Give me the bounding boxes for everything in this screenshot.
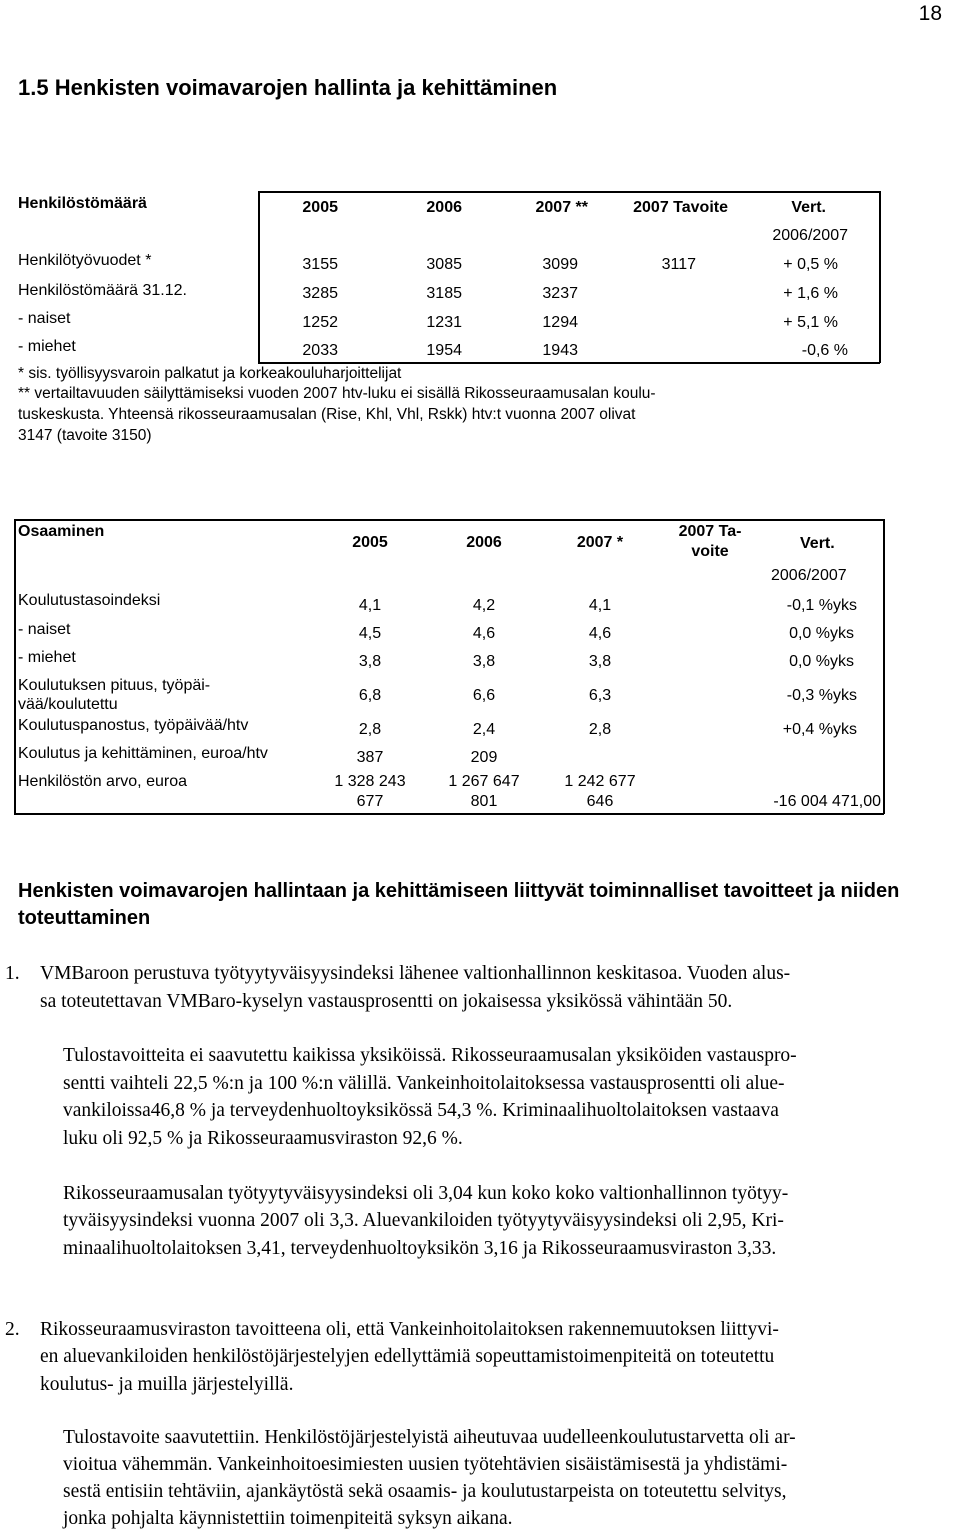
cell-2006: 2,4	[472, 721, 496, 738]
cell-2005-line2: 677	[356, 793, 384, 810]
staff-col-2005: 2005	[302, 199, 338, 216]
page-number: 18	[918, 2, 942, 25]
skills-col-2005: 2005	[352, 534, 388, 551]
cell-vert: +0,4 %yks	[782, 721, 857, 738]
cell-2005: 1252	[302, 314, 338, 331]
cell-2006: 3085	[426, 256, 462, 273]
skills-col-2007: 2007 *	[576, 534, 624, 551]
cell-2006-line1: 1 267 647	[448, 773, 520, 790]
cell-2007: 3237	[542, 285, 578, 302]
staff-table-border-bottom	[258, 362, 880, 364]
cell-2007: 2,8	[588, 721, 612, 738]
cell-target: 3117	[661, 256, 696, 273]
skills-col-vert-sub: 2006/2007	[771, 567, 847, 584]
cell-2006: 3185	[426, 285, 462, 302]
cell-vert: 0,0 %yks	[789, 653, 854, 670]
paragraph-line: Tulostavoitteita ei saavutettu kaikissa yksiköissä. Rikosseuraamusalan yksiköiden vastauspro-	[63, 1045, 797, 1066]
goal-text-line: Rikosseuraamusviraston tavoitteena oli, että Vankeinhoitolaitoksen rakennemuutoksen liittyvi-	[40, 1319, 779, 1340]
row-label: Henkilötyövuodet *	[18, 252, 152, 269]
cell-2005-line1: 1 328 243	[334, 773, 406, 790]
cell-2006: 3,8	[472, 653, 496, 670]
cell-2006: 4,6	[472, 625, 496, 642]
row-label: Koulutuspanostus, työpäivää/htv	[18, 717, 249, 734]
cell-vert: + 1,6 %	[783, 285, 838, 302]
staff-table-border-right	[879, 191, 881, 363]
staff-col-target: 2007 Tavoite	[633, 199, 728, 216]
cell-vert: + 0,5 %	[783, 256, 838, 273]
cell-2006: 1231	[426, 314, 462, 331]
skills-table-title: Osaaminen	[18, 523, 105, 540]
cell-2005: 3155	[302, 256, 338, 273]
skills-table-border-bottom	[14, 813, 884, 815]
cell-2007: 1943	[542, 342, 578, 359]
cell-vert: 0,0 %yks	[789, 625, 854, 642]
paragraph-line: sentti vaihteli 22,5 %:n ja 100 %:n välillä. Vankeinhoitolaitoksessa vastausprosentti oli alue-	[63, 1073, 785, 1094]
skills-col-target-line2: voite	[691, 543, 729, 560]
cell-vert: -0,1 %yks	[786, 597, 857, 614]
cell-2006: 209	[470, 749, 498, 766]
cell-2005: 387	[356, 749, 384, 766]
cell-2006-line2: 801	[470, 793, 498, 810]
cell-2005: 6,8	[358, 687, 382, 704]
row-label: - miehet	[18, 649, 76, 666]
goal-text-line: sa toteutettavan VMBaro-kyselyn vastausprosentti on jokaisessa yksikössä vähintään 50.	[40, 991, 733, 1012]
goal-number: 1.	[5, 963, 20, 984]
cell-2005: 2033	[302, 342, 338, 359]
staff-note-1: * sis. työllisyysvaroin palkatut ja korkeakouluharjoittelijat	[18, 365, 402, 382]
paragraph-line: jonka pohjalta käynnistettiin toimenpiteitä syksyn aikana.	[63, 1508, 513, 1529]
cell-vert: + 5,1 %	[783, 314, 838, 331]
staff-note-2: ** vertailtavuuden säilyttämiseksi vuoden 2007 htv-luku ei sisällä Rikosseuraamusalan koulu-	[18, 385, 656, 402]
paragraph-line: Rikosseuraamusalan työtyytyväisyysindeksi oli 3,04 kun koko koko valtionhallinnon työtyy-	[63, 1183, 789, 1204]
cell-2005: 4,5	[358, 625, 382, 642]
cell-2005: 2,8	[358, 721, 382, 738]
cell-2007: 3,8	[588, 653, 612, 670]
row-label: Koulutus ja kehittäminen, euroa/htv	[18, 745, 268, 762]
staff-note-3: tuskeskusta. Yhteensä rikosseuraamusalan (Rise, Khl, Vhl, Rskk) htv:t vuonna 2007 olivat	[18, 406, 636, 423]
goals-heading: Henkisten voimavarojen hallintaan ja kehittämiseen liittyvät toiminnalliset tavoitteet ja niiden toteuttaminen	[18, 880, 900, 929]
paragraph-line: tyväisyysindeksi vuonna 2007 oli 3,3. Aluevankiloiden työtyytyväisyysindeksi oli 2,95, Kri-	[63, 1210, 784, 1231]
staff-col-vert-sub: 2006/2007	[772, 227, 848, 244]
cell-2005: 3285	[302, 285, 338, 302]
row-label: - miehet	[18, 338, 76, 355]
cell-2006: 4,2	[472, 597, 496, 614]
row-label: Koulutustasoindeksi	[18, 592, 161, 609]
skills-col-vert: Vert.	[800, 535, 835, 552]
row-label: - naiset	[18, 310, 71, 327]
skills-table-border-left	[14, 519, 16, 814]
staff-table-border-top	[258, 191, 880, 193]
paragraph-line: sestä entisiin tehtäviin, ajankäytöstä sekä osaamis- ja koulutustarpeista on toteutettu selvitys,	[63, 1481, 787, 1502]
paragraph-line: minaalihuoltolaitoksen 3,41, terveydenhuoltoyksikön 3,16 ja Rikosseuraamusviraston 3,33.	[63, 1238, 777, 1259]
staff-col-2007: 2007 **	[535, 199, 588, 216]
cell-2007: 4,1	[588, 597, 612, 614]
row-label: Henkilöstömäärä 31.12.	[18, 282, 187, 299]
paragraph-line: Tulostavoite saavutettiin. Henkilöstöjärjestelyistä aiheutuvaa uudelleenkoulutustarvetta oli ar-	[63, 1427, 796, 1448]
cell-vert: -0,3 %yks	[786, 687, 857, 704]
cell-2006: 1954	[426, 342, 462, 359]
cell-2007-line2: 646	[586, 793, 614, 810]
skills-col-2006: 2006	[466, 534, 502, 551]
cell-2005: 3,8	[358, 653, 382, 670]
cell-vert: -16 004 471,00	[773, 793, 881, 810]
goal-text-line: en aluevankiloiden henkilöstöjärjestelyjen edellyttämiä sopeuttamistoimenpiteitä on toteutettu	[40, 1346, 775, 1367]
cell-2007-line1: 1 242 677	[564, 773, 636, 790]
section-heading: 1.5 Henkisten voimavarojen hallinta ja kehittäminen	[18, 75, 558, 100]
row-label: - naiset	[18, 621, 71, 638]
cell-2007: 6,3	[588, 687, 612, 704]
paragraph-line: vankiloissa46,8 % ja terveydenhuoltoyksikössä 54,3 %. Kriminaalihuoltolaitoksen vastaava	[63, 1100, 779, 1121]
row-label-line2: vää/koulutettu	[18, 696, 118, 713]
paragraph-line: luku oli 92,5 % ja Rikosseuraamusviraston 92,6 %.	[63, 1128, 463, 1149]
cell-2007: 3099	[542, 256, 578, 273]
row-label: Henkilöstön arvo, euroa	[18, 773, 187, 790]
staff-col-2006: 2006	[426, 199, 462, 216]
goal-number: 2.	[5, 1319, 20, 1340]
staff-col-vert: Vert.	[791, 199, 826, 216]
goal-text-line: VMBaroon perustuva työtyytyväisyysindeksi lähenee valtionhallinnon keskitasoa. Vuoden alus-	[40, 963, 791, 984]
skills-table-border-right	[883, 519, 885, 814]
skills-table-border-top	[14, 519, 884, 521]
paragraph-line: vioitua vähemmän. Vankeinhoitoesimiesten uusien työtehtävien sisäistämisestä ja yhdistämi-	[63, 1454, 788, 1475]
cell-2007: 1294	[542, 314, 578, 331]
cell-2007: 4,6	[588, 625, 612, 642]
cell-2005: 4,1	[358, 597, 382, 614]
skills-col-target-line1: 2007 Ta-	[678, 523, 742, 540]
cell-vert: -0,6 %	[801, 342, 848, 359]
staff-table-border-left	[258, 191, 260, 363]
goal-text-line: koulutus- ja muilla järjestelyillä.	[40, 1374, 294, 1395]
staff-note-4: 3147 (tavoite 3150)	[18, 427, 152, 444]
cell-2006: 6,6	[472, 687, 496, 704]
staff-table-title: Henkilöstömäärä	[18, 195, 147, 212]
row-label-line1: Koulutuksen pituus, työpäi-	[18, 677, 211, 694]
